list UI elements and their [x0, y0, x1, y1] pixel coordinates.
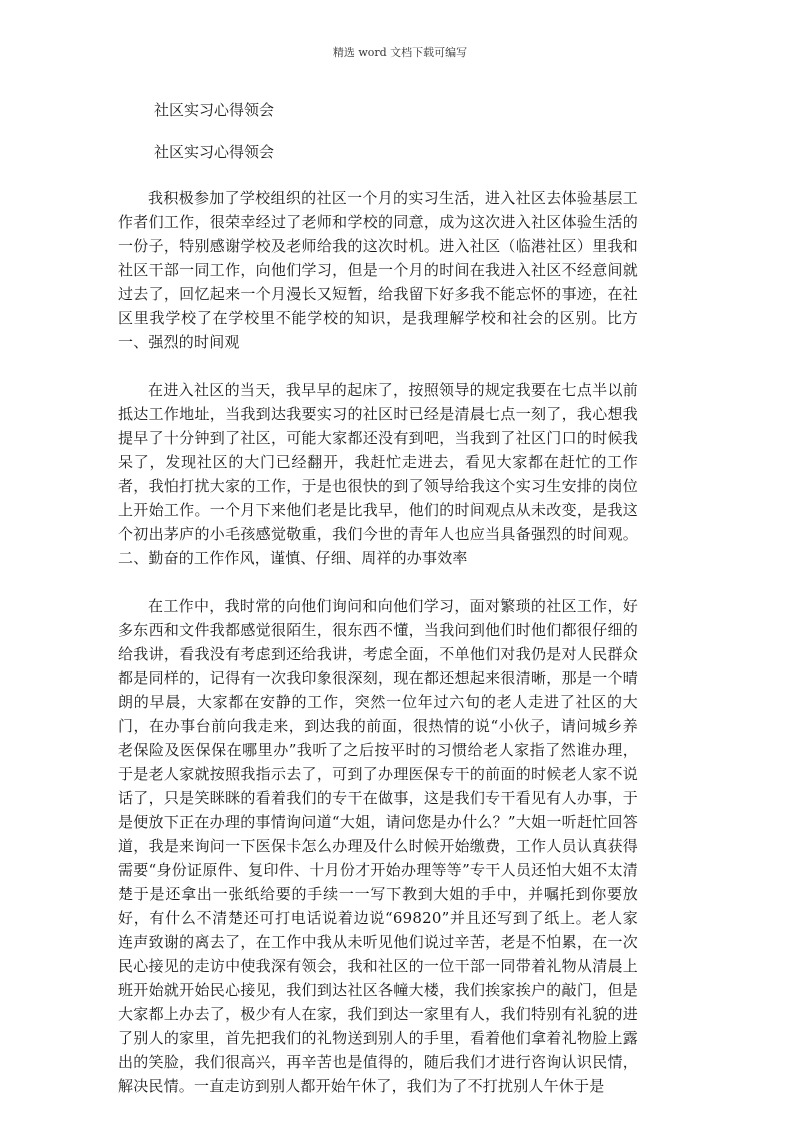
document-subtitle: 社区实习心得领会 — [154, 143, 275, 161]
paragraph-2: 在进入社区的当天，我早早的起床了，按照领导的规定我要在七点半以前抵达工作地址，当我到达我要实习的社区时已经是清晨七点一刻了，我心想我提早了十分钟到了社区，可能大家都还没有到吧，当我到了社区门口的时候我呆了，发现社区的大门已经翻开，我赶忙走进去，看见大家都在赶忙的工作者，我怕打扰大家的工作，于是也很快的到了领导给我这个实习生安排的岗位上开始工作。一个月下来他们老是比我早，他们的时间观点从未改变，是我这个初出茅庐的小毛孩感觉敬重，我们今世的青年人也应当具备强烈的时间观。二、勤奋的工作作风，谨慎、仔细、周祥的办事效率 — [118, 381, 638, 567]
paragraph-3: 在工作中，我时常的向他们询问和向他们学习，面对繁琐的社区工作，好多东西和文件我都感觉很陌生，很东西不懂，当我问到他们时他们都很仔细的给我讲，看我没有考虑到还给我讲，考虑全面，不单他们对我仍是对人民群众都是同样的，记得有一次我印象很深刻，现在都还想起来很清晰，那是一个晴朗的早晨，大家都在安静的工作，突然一位年过六旬的老人走进了社区的大门，在办事台前向我走来，到达我的前面，很热情的说“小伙子，请问城乡养老保险及医保保在哪里办”我听了之后按平时的习惯给老人家指了然谁办理，于是老人家就按照我指示去了，可到了办理医保专干的前面的时候老人家不说话了，只是笑眯眯的看着我们的专干在做事，这是我们专干看见有人办事，于是便放下正在办理的事情询问道“大姐，请问您是办什么？”大姐一听赶忙回答道，我是来询问一下医保卡怎么办理及什么时候开始缴费，工作人员认真获得需要“身份证原件、复印件、十月份才开始办理等等”专干人员还怕大姐不太清楚于是还拿出一张纸给要的手续一一写下教到大姐的手中，并嘱托到你要放好，有什么不清楚还可打电话说着边说“69820”并且还写到了纸上。老人家连声致谢的离去了，在工作中我从未听见他们说过辛苦，老是不怕累，在一次民心接见的走访中使我深有领会，我和社区的一位干部一同带着礼物从清晨上班开始就开始民心接见，我们到达社区各幢大楼，我们挨家挨户的敲门，但是大家都上办去了，极少有人在家，我们到达一家里有人，我们特别有礼貌的进了别人的家里，首先把我们的礼物送到别人的手里，看着他们拿着礼物脸上露出的笑脸，我们很高兴，再辛苦也是值得的，随后我们才进行咨询认识民情，解决民情。一直走访到别人都开始午休了，我们为了不打扰别人午休于是 — [118, 597, 638, 1095]
page-header: 精选 word 文档下载可编写 — [332, 46, 468, 59]
paragraph-1: 我积极参加了学校组织的社区一个月的实习生活，进入社区去体验基层工作者们工作，很荣幸经过了老师和学校的同意，成为这次进入社区体验生活的一份子，特别感谢学校及老师给我的这次时机。进入社区（临港社区）里我和社区干部一同工作，向他们学习，但是一个月的时间在我进入社区不经意间就过去了，回忆起来一个月漫长又短暂，给我留下好多我不能忘怀的事迹，在社区里我学校了在学校里不能学校的知识，是我理解学校和社会的区别。比方一、强烈的时间观 — [118, 189, 638, 351]
document-title: 社区实习心得领会 — [154, 101, 275, 119]
document-body — [118, 98, 638, 1122]
